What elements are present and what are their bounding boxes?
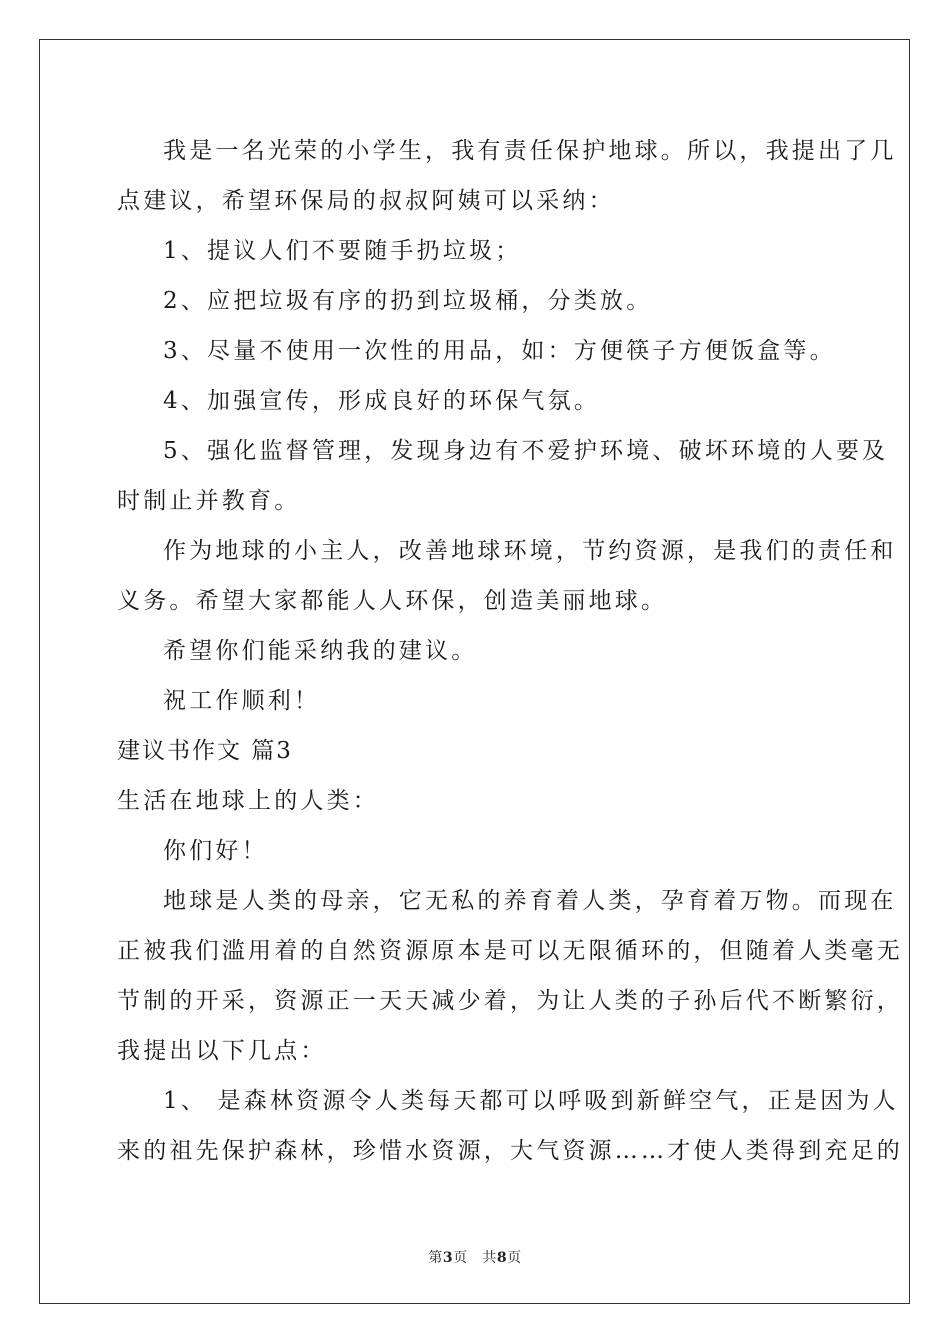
section-heading: 建议书作文 篇3 <box>117 738 293 764</box>
list-item: 5、强化监督管理，发现身边有不爱护环境、破坏环境的人要及 <box>163 438 889 464</box>
salutation: 生活在地球上的人类： <box>117 788 379 814</box>
closing-line: 祝工作顺利！ <box>163 688 321 714</box>
paragraph-line: 时制止并教育。 <box>117 488 301 514</box>
paragraph-line: 节制的开采，资源正一天天减少着，为让人类的子孙后代不断繁衍， <box>117 988 903 1014</box>
paragraph-line: 我提出以下几点： <box>117 1038 327 1064</box>
list-item: 1、 是森林资源令人类每天都可以呼吸到新鲜空气，正是因为人 <box>163 1088 899 1114</box>
page-suffix: 页 <box>507 1250 522 1266</box>
greeting: 你们好！ <box>163 838 268 864</box>
paragraph-line: 正被我们滥用着的自然资源原本是可以无限循环的，但随着人类毫无 <box>117 938 903 964</box>
page-mid: 页 共 <box>453 1250 497 1266</box>
paragraph-line: 点建议，希望环保局的叔叔阿姨可以采纳： <box>117 188 615 214</box>
page-prefix: 第 <box>428 1250 443 1266</box>
paragraph-line: 来的祖先保护森林，珍惜水资源，大气资源……才使人类得到充足的 <box>117 1138 903 1164</box>
page-current: 3 <box>442 1250 454 1266</box>
list-item: 4、加强宣传，形成良好的环保气氛。 <box>163 388 601 414</box>
page-footer <box>0 1247 950 1267</box>
paragraph-line: 作为地球的小主人，改善地球环境，节约资源，是我们的责任和 <box>163 538 897 564</box>
paragraph-line: 地球是人类的母亲，它无私的养育着人类，孕育着万物。而现在 <box>163 888 897 914</box>
paragraph-line: 希望你们能采纳我的建议。 <box>163 638 478 664</box>
page-total: 8 <box>496 1250 508 1266</box>
paragraph-line: 我是一名光荣的小学生，我有责任保护地球。所以，我提出了几 <box>163 138 897 164</box>
list-item: 3、尽量不使用一次性的用品，如：方便筷子方便饭盒等。 <box>163 338 836 364</box>
list-item: 2、应把垃圾有序的扔到垃圾桶，分类放。 <box>163 288 653 314</box>
paragraph-line: 义务。希望大家都能人人环保，创造美丽地球。 <box>117 588 668 614</box>
list-item: 1、提议人们不要随手扔垃圾； <box>163 238 522 264</box>
